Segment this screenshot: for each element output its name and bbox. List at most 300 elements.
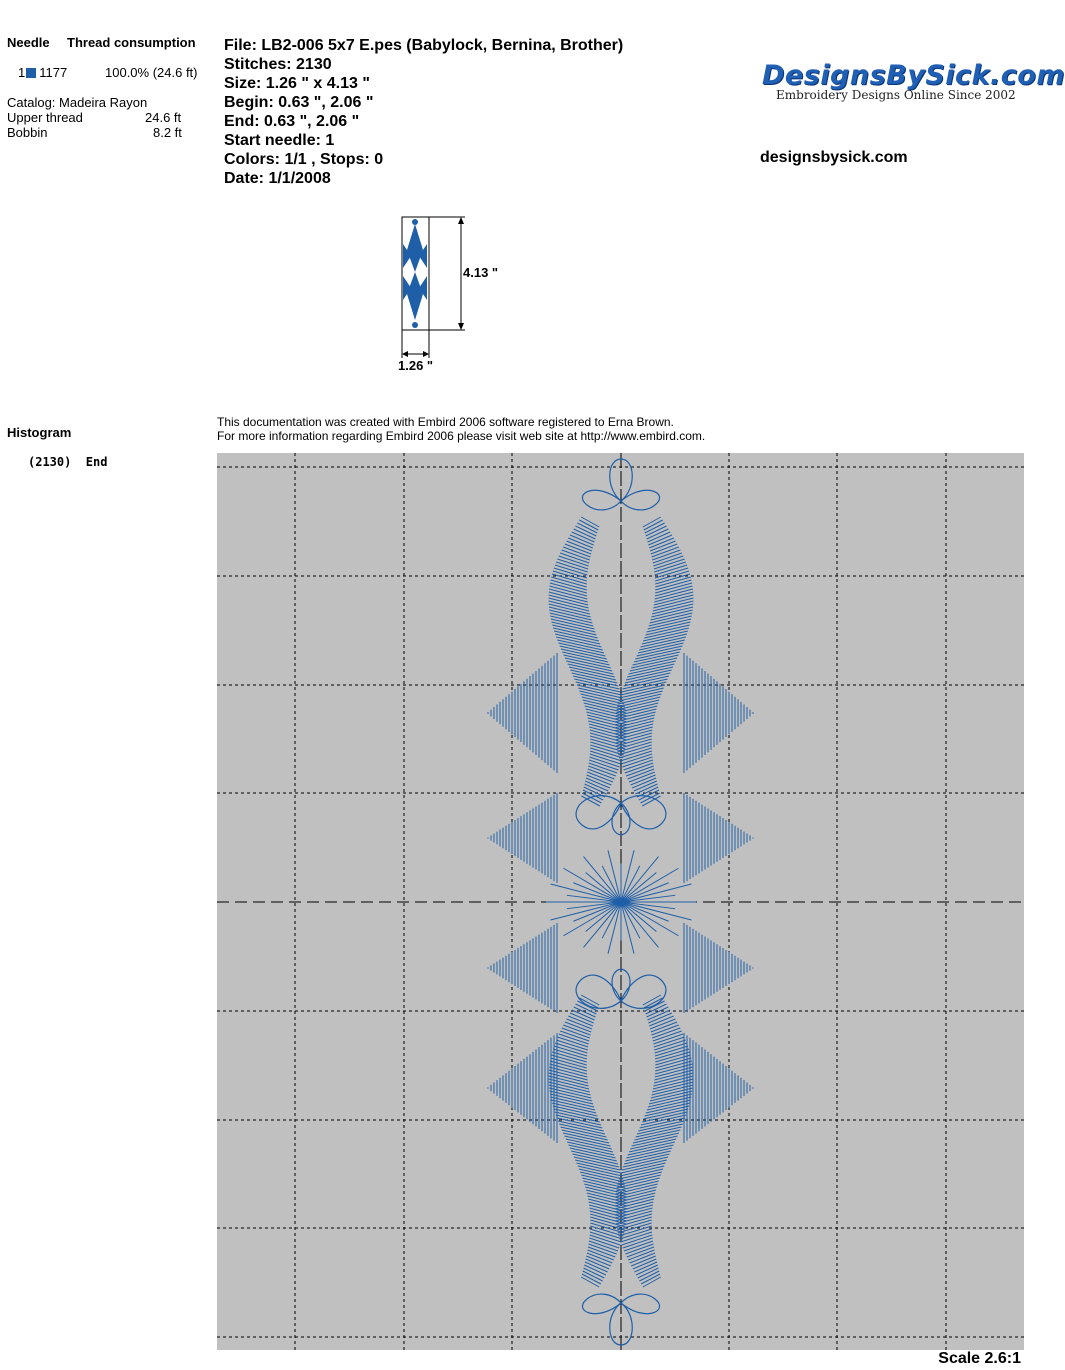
stitch-line bbox=[589, 727, 612, 733]
stitch-line bbox=[624, 1247, 636, 1251]
stitch-line bbox=[668, 1046, 688, 1052]
design-thumbnail bbox=[395, 210, 515, 380]
stitch-line bbox=[632, 709, 657, 715]
stitch-line bbox=[639, 772, 654, 778]
stitch-line bbox=[559, 1124, 586, 1130]
stitch-line bbox=[638, 1247, 654, 1253]
stitch-line bbox=[660, 634, 687, 640]
histogram-title: Histogram bbox=[7, 425, 72, 440]
stitch-line bbox=[557, 640, 584, 646]
stitch-line bbox=[562, 1130, 590, 1136]
stitch-line bbox=[636, 1241, 653, 1247]
stitch-line bbox=[588, 766, 605, 772]
stitch-line bbox=[667, 562, 686, 568]
stitch-line bbox=[552, 622, 578, 628]
stitch-line bbox=[551, 580, 573, 586]
stitch-line bbox=[637, 793, 645, 797]
stitch-line bbox=[586, 778, 600, 784]
stitch-line bbox=[587, 715, 611, 721]
stitch-line bbox=[587, 1013, 596, 1017]
site-url: designsbysick.com bbox=[760, 149, 908, 166]
stitch-line bbox=[582, 547, 592, 551]
stitch-line bbox=[584, 1265, 597, 1271]
stitch-line bbox=[630, 1259, 640, 1263]
stitch-line bbox=[580, 1172, 606, 1178]
stitch-line bbox=[627, 1253, 638, 1257]
stitch-line bbox=[549, 589, 572, 595]
stitch-line bbox=[640, 1253, 655, 1259]
stitch-line bbox=[576, 1163, 603, 1169]
stitch-line bbox=[589, 1205, 612, 1211]
stitch-line bbox=[562, 652, 590, 658]
scale-label: Scale 2.6:1 bbox=[938, 1350, 1021, 1367]
stitch-line bbox=[549, 607, 574, 613]
stitch-line bbox=[579, 1169, 605, 1175]
stitch-line bbox=[632, 1229, 651, 1235]
stitch-line bbox=[643, 1262, 657, 1268]
stitch-line bbox=[634, 700, 660, 706]
stitch-line bbox=[567, 1019, 582, 1025]
thread-code: 1177 bbox=[39, 65, 68, 80]
stitch-line bbox=[584, 703, 609, 709]
stitch-line bbox=[584, 1184, 609, 1190]
stitch-line bbox=[670, 580, 692, 586]
stitch-line bbox=[588, 721, 611, 727]
stitch-line bbox=[589, 1244, 606, 1250]
stitch-line bbox=[669, 574, 690, 580]
stitch-line bbox=[641, 679, 668, 685]
stitch-line bbox=[559, 556, 577, 562]
stitch-line bbox=[599, 1268, 608, 1272]
stitch-line bbox=[643, 1001, 650, 1005]
stitch-line bbox=[587, 772, 602, 778]
stitch-line bbox=[549, 604, 574, 610]
brand-logo: DesignsBySick.com bbox=[762, 60, 1065, 91]
stitch-line bbox=[663, 550, 680, 556]
stitch-line bbox=[670, 1061, 692, 1067]
stitch-line bbox=[658, 1118, 685, 1124]
stitch-line bbox=[590, 751, 609, 757]
stitch-line bbox=[670, 583, 692, 589]
stitch-line bbox=[630, 718, 654, 724]
stitch-line bbox=[589, 763, 606, 769]
stitch-line bbox=[586, 712, 611, 718]
stitch-line bbox=[664, 622, 690, 628]
stitch-line bbox=[670, 589, 693, 595]
stitch-line bbox=[656, 643, 683, 649]
stitch-line bbox=[549, 1070, 572, 1076]
stitch-line bbox=[630, 1199, 654, 1205]
stitch-line bbox=[587, 775, 602, 781]
stitch-line bbox=[642, 1259, 656, 1265]
stitch-line bbox=[566, 1139, 594, 1145]
stitch-line bbox=[551, 1055, 572, 1061]
stitch-line bbox=[662, 1025, 678, 1031]
stitch-line bbox=[551, 577, 572, 583]
stitch-line bbox=[670, 1058, 692, 1064]
stitch-line bbox=[638, 1166, 665, 1172]
stitch-line bbox=[590, 754, 609, 760]
stitch-line bbox=[651, 655, 679, 661]
stitch-line bbox=[663, 1103, 689, 1109]
stitch-line bbox=[630, 736, 651, 742]
stitch-line bbox=[585, 784, 598, 790]
stitch-line bbox=[574, 679, 601, 685]
thumbnail-height-label: 4.13 " bbox=[463, 265, 499, 280]
stitch-line bbox=[556, 637, 583, 643]
stitch-line bbox=[552, 625, 579, 631]
stitch-line bbox=[581, 1175, 607, 1181]
stitch-line bbox=[603, 778, 613, 782]
stitch-line bbox=[650, 547, 660, 551]
stitch-line bbox=[592, 1001, 599, 1005]
stitch-line bbox=[554, 1109, 581, 1115]
stitch-line bbox=[592, 1283, 599, 1287]
stitch-line bbox=[646, 787, 659, 793]
stitch-line bbox=[641, 1280, 649, 1284]
stitch-line bbox=[590, 1235, 608, 1241]
stitch-line bbox=[632, 784, 642, 788]
bobbin-value: 8.2 ft bbox=[153, 125, 182, 140]
stitch-line bbox=[659, 538, 674, 544]
stitch-line bbox=[644, 526, 652, 530]
stitch-line bbox=[662, 1106, 689, 1112]
stitch-line bbox=[641, 775, 656, 781]
stitch-line bbox=[666, 559, 684, 565]
stitch-line bbox=[558, 1121, 585, 1127]
stitch-line bbox=[590, 1214, 612, 1220]
histogram-entry: (2130) End bbox=[28, 455, 108, 469]
stitch-line bbox=[648, 661, 676, 667]
stitch-line bbox=[588, 1250, 604, 1256]
stitch-line bbox=[634, 787, 643, 791]
stitch-line bbox=[634, 1235, 652, 1241]
stitch-line bbox=[643, 1151, 670, 1157]
stitch-line bbox=[664, 553, 681, 559]
stitch-line bbox=[652, 652, 680, 658]
stitch-line bbox=[592, 802, 599, 806]
stitch-line bbox=[549, 1073, 573, 1079]
file-name: File: LB2-006 5x7 E.pes (Babylock, Bernina, Brother) bbox=[224, 37, 624, 54]
stitch-line bbox=[584, 787, 597, 793]
stitch-line bbox=[638, 685, 665, 691]
stitch-line bbox=[588, 718, 612, 724]
stitch-line bbox=[663, 1028, 680, 1034]
stitch-line bbox=[630, 1205, 653, 1211]
stitch-line bbox=[590, 748, 610, 754]
stitch-line bbox=[560, 1031, 577, 1037]
stitch-line bbox=[590, 739, 611, 745]
stitch-line bbox=[631, 1190, 656, 1196]
stitch-line bbox=[669, 1049, 689, 1055]
stitch-line bbox=[650, 1136, 678, 1142]
stitch-line bbox=[560, 646, 587, 652]
stitch-line bbox=[633, 1265, 642, 1269]
stitch-line bbox=[590, 1211, 612, 1217]
stitch-line bbox=[635, 1175, 661, 1181]
stitch-line bbox=[655, 646, 682, 652]
stitch-line bbox=[640, 1160, 667, 1166]
stitch-line bbox=[667, 1091, 693, 1097]
stitch-line bbox=[667, 610, 692, 616]
stitch-line bbox=[585, 538, 594, 542]
upper-thread-label: Upper thread bbox=[7, 110, 83, 125]
stitch-line bbox=[557, 1118, 584, 1124]
stitch-line bbox=[670, 586, 693, 592]
design-preview-canvas bbox=[217, 453, 1024, 1350]
stitch-line bbox=[637, 688, 664, 694]
stitch-line bbox=[569, 667, 596, 673]
stitch-line bbox=[655, 1124, 682, 1130]
stitch-line bbox=[650, 1025, 660, 1029]
stitch-line bbox=[584, 541, 593, 545]
stitch-line bbox=[634, 697, 660, 703]
notice-line-2: For more information regarding Embird 2006 please visit web site at http://www.embird.com. bbox=[217, 429, 706, 443]
stitch-line bbox=[577, 685, 604, 691]
stitch-line bbox=[635, 694, 661, 700]
stitch-line bbox=[552, 574, 573, 580]
stitch-line bbox=[549, 1085, 574, 1091]
stitch-line bbox=[575, 1160, 602, 1166]
stitch-line bbox=[643, 673, 670, 679]
stitch-line bbox=[582, 1178, 608, 1184]
stitch-line bbox=[588, 769, 604, 775]
stitch-line bbox=[599, 787, 608, 791]
software-notice bbox=[217, 415, 705, 443]
stitch-line bbox=[583, 1022, 593, 1026]
thread-consumption-value: 100.0% (24.6 ft) bbox=[105, 65, 198, 80]
stitch-line bbox=[583, 1181, 609, 1187]
stitch-line bbox=[657, 640, 684, 646]
stitch-line bbox=[639, 1163, 666, 1169]
stitch-line bbox=[653, 1130, 681, 1136]
stitch-line bbox=[590, 730, 612, 736]
stitch-line bbox=[562, 1028, 579, 1034]
stitch-line bbox=[589, 724, 612, 730]
stitch-line bbox=[563, 547, 579, 553]
stitch-line bbox=[630, 730, 652, 736]
stitch-line bbox=[631, 742, 652, 748]
stitch-line bbox=[549, 1082, 574, 1088]
stitch-line bbox=[590, 1229, 609, 1235]
stitch-line bbox=[605, 1250, 616, 1254]
stitch-line bbox=[659, 1016, 674, 1022]
stitch-line bbox=[631, 739, 652, 745]
stitch-line bbox=[596, 1274, 604, 1278]
stitch-line bbox=[607, 766, 619, 770]
stitch-line bbox=[549, 595, 573, 601]
stitch-line bbox=[555, 565, 574, 571]
stitch-line bbox=[625, 1250, 636, 1254]
stitch-line bbox=[585, 706, 610, 712]
stitch-line bbox=[644, 784, 657, 790]
stitch-line bbox=[647, 1142, 675, 1148]
stitch-line bbox=[630, 1202, 653, 1208]
stitch-line bbox=[643, 523, 650, 527]
stitch-line bbox=[570, 1148, 597, 1154]
stitch-line bbox=[641, 1157, 668, 1163]
stitch-line bbox=[590, 742, 611, 748]
stitch-line bbox=[631, 1196, 655, 1202]
stitch-line bbox=[606, 1247, 618, 1251]
stitch-line bbox=[626, 772, 637, 776]
stitch-line bbox=[551, 1100, 577, 1106]
stitch-line bbox=[644, 670, 671, 676]
stitch-line bbox=[583, 1271, 595, 1277]
stitch-line bbox=[634, 1178, 660, 1184]
stitch-line bbox=[587, 1196, 611, 1202]
stitch-line bbox=[550, 1061, 572, 1067]
stitch-line bbox=[636, 1271, 645, 1275]
start-needle: Start needle: 1 bbox=[224, 132, 335, 149]
stitch-line bbox=[561, 1127, 589, 1133]
stitch-line bbox=[588, 1247, 604, 1253]
stitch-line bbox=[645, 529, 653, 533]
stitch-line bbox=[588, 532, 596, 536]
stitch-line bbox=[590, 1226, 610, 1232]
catalog-label: Catalog: Madeira Rayon bbox=[7, 95, 148, 110]
stitch-line bbox=[645, 1265, 658, 1271]
stitch-line bbox=[670, 1067, 693, 1073]
stitch-line bbox=[649, 1139, 677, 1145]
stitch-line bbox=[549, 610, 574, 616]
stitch-line bbox=[583, 544, 593, 548]
stitch-line bbox=[584, 1268, 596, 1274]
stitch-line bbox=[631, 1193, 655, 1199]
stitch-line bbox=[551, 1097, 577, 1103]
stitch-line bbox=[636, 691, 662, 697]
stitch-line bbox=[634, 757, 652, 763]
stitch-line bbox=[648, 538, 657, 542]
stitch-line bbox=[601, 781, 611, 785]
stitch-line bbox=[637, 1169, 663, 1175]
stitch-line bbox=[578, 688, 605, 694]
stitch-line bbox=[559, 1034, 577, 1040]
stitch-line bbox=[634, 754, 653, 760]
stitch-line bbox=[565, 658, 593, 664]
stitch-line bbox=[550, 583, 572, 589]
stitch-line bbox=[604, 775, 615, 779]
stitch-line bbox=[593, 1280, 601, 1284]
stitch-line bbox=[631, 1220, 652, 1226]
design-info bbox=[224, 36, 623, 188]
stitch-line bbox=[566, 541, 581, 547]
stitch-line bbox=[568, 1145, 596, 1151]
stitch-line bbox=[647, 1016, 656, 1020]
stitch-line bbox=[582, 697, 608, 703]
stitch-line bbox=[595, 1277, 603, 1281]
stitch-line bbox=[574, 1157, 601, 1163]
stitch-line bbox=[661, 544, 677, 550]
stitch-line bbox=[643, 781, 657, 787]
stitch-line bbox=[595, 796, 603, 800]
stitch-line bbox=[583, 700, 609, 706]
stitch-line bbox=[665, 556, 683, 562]
stitch-line bbox=[657, 1121, 684, 1127]
stitch-line bbox=[625, 769, 636, 773]
stitch-line bbox=[662, 628, 689, 634]
stitch-line bbox=[639, 796, 647, 800]
stitch-line bbox=[557, 559, 575, 565]
end-position: End: 0.63 ", 2.06 " bbox=[224, 113, 360, 130]
stitch-line bbox=[564, 1136, 592, 1142]
stitch-line bbox=[555, 634, 582, 640]
stitch-line bbox=[646, 667, 673, 673]
thumbnail-width-label: 1.26 " bbox=[398, 358, 434, 373]
stitch-line bbox=[631, 1223, 651, 1229]
stitch-line bbox=[647, 1271, 659, 1277]
stitch-line bbox=[647, 1013, 656, 1017]
stitch-line bbox=[585, 1262, 599, 1268]
stitch-line bbox=[590, 733, 612, 739]
stitch-line bbox=[649, 1022, 659, 1026]
stitch-line bbox=[568, 538, 583, 544]
stitch-line bbox=[586, 1259, 600, 1265]
stitch-line bbox=[649, 544, 659, 548]
stitch-count: Stitches: 2130 bbox=[224, 56, 332, 73]
stitch-line bbox=[669, 577, 690, 583]
stitch-line bbox=[633, 1181, 659, 1187]
thread-consumption-header: Thread consumption bbox=[67, 35, 196, 50]
stitch-line bbox=[632, 745, 652, 751]
stitch-line bbox=[584, 1019, 593, 1023]
stitch-line bbox=[635, 760, 653, 766]
stitch-line bbox=[666, 616, 692, 622]
stitch-line bbox=[554, 568, 574, 574]
stitch-line bbox=[590, 1220, 611, 1226]
stitch-line bbox=[668, 607, 693, 613]
stitch-line bbox=[582, 1274, 593, 1280]
stitch-line bbox=[587, 1253, 602, 1259]
stitch-line bbox=[590, 757, 608, 763]
stitch-line bbox=[647, 664, 675, 670]
stitch-line bbox=[642, 778, 656, 784]
stitch-line bbox=[556, 1040, 575, 1046]
stitch-line bbox=[606, 769, 617, 773]
stitch-line bbox=[665, 1034, 683, 1040]
stitch-line bbox=[632, 706, 657, 712]
stitch-line bbox=[579, 691, 605, 697]
stitch-line bbox=[586, 709, 611, 715]
stitch-line bbox=[589, 1202, 612, 1208]
stitch-line bbox=[660, 1019, 675, 1025]
date: Date: 1/1/2008 bbox=[224, 170, 331, 187]
bobbin-label: Bobbin bbox=[7, 125, 48, 140]
stitch-line bbox=[641, 799, 649, 803]
stitch-line bbox=[603, 1256, 614, 1260]
stitch-line bbox=[553, 1049, 573, 1055]
stitch-line bbox=[649, 1274, 660, 1280]
stitch-line bbox=[561, 649, 589, 655]
stitch-line bbox=[648, 541, 657, 545]
stitch-line bbox=[664, 1031, 681, 1037]
stitch-line bbox=[549, 592, 572, 598]
stitch-line bbox=[638, 1274, 646, 1278]
stitch-line bbox=[633, 703, 658, 709]
stitch-line bbox=[645, 1148, 672, 1154]
stitch-line bbox=[589, 760, 607, 766]
stitch-line bbox=[642, 802, 649, 806]
stitch-line bbox=[591, 526, 599, 530]
stitch-line bbox=[590, 1223, 610, 1229]
stitch-line bbox=[654, 649, 682, 655]
stitch-line bbox=[648, 1019, 657, 1023]
stitch-line bbox=[553, 628, 580, 634]
stitch-line bbox=[628, 775, 639, 779]
stitch-line bbox=[630, 721, 653, 727]
stitch-line bbox=[551, 619, 577, 625]
stitch-line bbox=[646, 1145, 674, 1151]
